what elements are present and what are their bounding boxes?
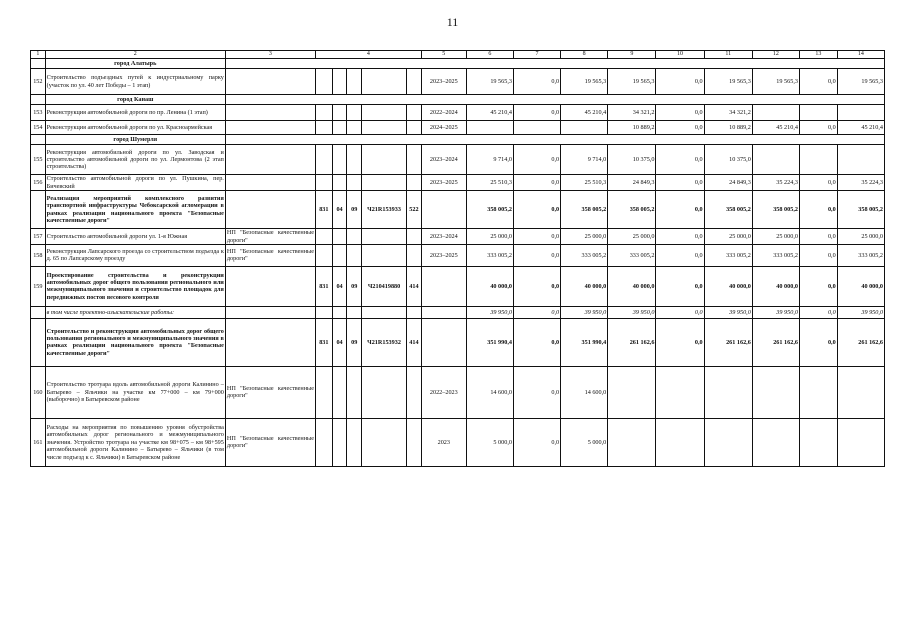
amount-cell: 45 210,4 (752, 121, 799, 135)
budget-code: 04 (332, 266, 347, 306)
amount-cell: 0,0 (513, 229, 560, 245)
budget-code (315, 366, 332, 418)
amount-cell: 45 210,4 (466, 105, 513, 121)
amount-cell: 0,0 (799, 175, 837, 191)
column-number: 14 (837, 51, 884, 59)
amount-cell: 0,0 (513, 418, 560, 466)
amount-cell: 45 210,4 (837, 121, 884, 135)
budget-code (347, 306, 362, 318)
period: 2023–2024 (421, 145, 466, 175)
budget-code (347, 145, 362, 175)
table-row (31, 69, 885, 95)
budget-code (332, 121, 347, 135)
budget-code (332, 244, 347, 266)
row-description: Строительство подъездных путей к индустриальному парку (участок по ул. 40 лет Победы – 1 этап) (45, 69, 225, 95)
amount-cell: 25 510,3 (561, 175, 608, 191)
amount-cell: 14 600,0 (466, 366, 513, 418)
column-number: 9 (608, 51, 656, 59)
amount-cell (704, 418, 752, 466)
amount-cell: 0,0 (656, 175, 704, 191)
period (421, 191, 466, 229)
amount-cell: 0,0 (513, 318, 560, 366)
amount-cell: 40 000,0 (561, 266, 608, 306)
amount-cell: 261 162,6 (752, 318, 799, 366)
table-cell (225, 59, 884, 69)
row-description: Строительство и реконструкция автомобильных дорог общего пользования регионального и межмуниципального значения в рамках реализации национального проекта "Безопасные качественные дороги" (45, 318, 225, 366)
row-number: 152 (31, 69, 46, 95)
budget-code (407, 175, 422, 191)
budget-code (362, 366, 407, 418)
amount-cell: 0,0 (656, 229, 704, 245)
column-number: 11 (704, 51, 752, 59)
amount-cell (837, 145, 884, 175)
amount-cell: 25 000,0 (837, 229, 884, 245)
table-row (31, 318, 885, 366)
row-description: Расходы на мероприятия по повышению уровня обустройства автомобильных дорог регионального и межмуниципального значения. Устройство тротуара на участке км 98+075 – км 98+595 автомобильной дороги Калинино – Батырево – Яльчики (в том числе подъезд к с. Яльчики) в Батыревском районе (45, 418, 225, 466)
row-number: 155 (31, 145, 46, 175)
amount-cell: 261 162,6 (704, 318, 752, 366)
amount-cell: 39 950,0 (561, 306, 608, 318)
column-number: 1 (31, 51, 46, 59)
period (421, 306, 466, 318)
amount-cell (837, 418, 884, 466)
column-number-row (31, 51, 885, 59)
program-label: НП "Безопасные качественные дороги" (226, 229, 314, 244)
amount-cell: 25 000,0 (752, 229, 799, 245)
program-label (225, 175, 315, 191)
amount-cell: 0,0 (799, 244, 837, 266)
program-label (225, 191, 315, 229)
amount-cell: 45 210,4 (561, 105, 608, 121)
amount-cell: 10 375,0 (608, 145, 656, 175)
budget-code (362, 69, 407, 95)
budget-code (362, 105, 407, 121)
row-number (31, 191, 46, 229)
budget-code (362, 175, 407, 191)
budget-code (407, 121, 422, 135)
amount-cell: 9 714,0 (561, 145, 608, 175)
budget-code (362, 121, 407, 135)
amount-cell: 351 990,4 (466, 318, 513, 366)
budget-code (347, 229, 362, 245)
budget-code (315, 105, 332, 121)
table-row (31, 306, 885, 318)
amount-cell: 0,0 (656, 145, 704, 175)
budget-code: 414 (407, 318, 422, 366)
budget-code (332, 145, 347, 175)
amount-cell: 0,0 (799, 121, 837, 135)
amount-cell: 0,0 (656, 244, 704, 266)
row-description: Реконструкция автомобильной дороги по ул. Красноармейская (45, 121, 225, 135)
amount-cell: 0,0 (656, 105, 704, 121)
amount-cell: 39 950,0 (752, 306, 799, 318)
table-cell (225, 95, 884, 105)
budget-code (315, 418, 332, 466)
budget-code (347, 175, 362, 191)
column-number: 12 (752, 51, 799, 59)
program-label (225, 145, 315, 175)
amount-cell: 5 000,0 (561, 418, 608, 466)
column-number: 4 (315, 51, 421, 59)
amount-cell: 10 889,2 (704, 121, 752, 135)
city-name: город Шумерля (45, 135, 225, 145)
amount-cell: 0,0 (656, 266, 704, 306)
table-row (31, 266, 885, 306)
amount-cell: 24 849,3 (704, 175, 752, 191)
amount-cell: 25 000,0 (561, 229, 608, 245)
city-heading-row (31, 135, 885, 145)
amount-cell: 358 005,2 (837, 191, 884, 229)
amount-cell: 261 162,6 (837, 318, 884, 366)
city-name: город Алатырь (45, 59, 225, 69)
budget-code (407, 69, 422, 95)
table-row (31, 418, 885, 466)
amount-cell: 333 005,2 (608, 244, 656, 266)
table-cell (31, 95, 46, 105)
amount-cell: 351 990,4 (561, 318, 608, 366)
amount-cell: 358 005,2 (608, 191, 656, 229)
budget-code (347, 418, 362, 466)
amount-cell: 10 375,0 (704, 145, 752, 175)
amount-cell: 40 000,0 (608, 266, 656, 306)
row-description: Реконструкция Лапсарского проезда со строительством подъезда к д. 65 по Лапсарскому проезду (45, 244, 225, 266)
amount-cell: 10 889,2 (608, 121, 656, 135)
amount-cell: 0,0 (513, 244, 560, 266)
row-description: Строительство автомобильной дороги по ул. Пушкина, пер. Бичевский (46, 175, 224, 190)
amount-cell: 0,0 (656, 69, 704, 95)
amount-cell: 0,0 (799, 191, 837, 229)
amount-cell (837, 105, 884, 121)
amount-cell (704, 366, 752, 418)
budget-code: 522 (407, 191, 422, 229)
row-number: 157 (31, 229, 46, 245)
city-heading-row (31, 59, 885, 69)
row-description: Реконструкция автомобильной дороги по пр. Ленина (1 этап) (45, 105, 225, 121)
amount-cell: 39 950,0 (608, 306, 656, 318)
budget-code (315, 229, 332, 245)
table-row (31, 366, 885, 418)
row-number: 156 (31, 175, 46, 191)
budget-code (347, 366, 362, 418)
budget-code (315, 175, 332, 191)
budget-code (315, 244, 332, 266)
budget-code (407, 418, 422, 466)
table-row (31, 105, 885, 121)
budget-code (407, 366, 422, 418)
row-number (31, 306, 46, 318)
amount-cell (752, 145, 799, 175)
budget-code (362, 244, 407, 266)
table-cell (31, 135, 46, 145)
program-label (225, 266, 315, 306)
amount-cell: 261 162,6 (608, 318, 656, 366)
amount-cell: 39 950,0 (704, 306, 752, 318)
city-name: город Канаш (45, 95, 225, 105)
amount-cell (656, 418, 704, 466)
column-number: 13 (799, 51, 837, 59)
table-row (31, 121, 885, 135)
city-heading-row (31, 95, 885, 105)
budget-code (347, 69, 362, 95)
amount-cell: 39 950,0 (837, 306, 884, 318)
budget-code (332, 306, 347, 318)
budget-code (315, 121, 332, 135)
amount-cell: 34 321,2 (608, 105, 656, 121)
column-number: 7 (513, 51, 560, 59)
period: 2023–2025 (421, 175, 466, 191)
amount-cell (799, 418, 837, 466)
budget-code (362, 418, 407, 466)
budget-table (30, 50, 885, 467)
amount-cell: 14 600,0 (561, 366, 608, 418)
budget-code (407, 105, 422, 121)
budget-code (347, 244, 362, 266)
budget-code (315, 145, 332, 175)
amount-cell: 0,0 (513, 191, 560, 229)
budget-code (407, 229, 422, 245)
row-description: Реализация мероприятий комплексного развития транспортной инфраструктуры Чебоксарской агломерации в рамках реализации национального проекта "Безопасные качественные дороги" (45, 191, 225, 229)
amount-cell: 0,0 (513, 175, 560, 191)
amount-cell: 333 005,2 (752, 244, 799, 266)
amount-cell: 333 005,2 (837, 244, 884, 266)
amount-cell (561, 121, 608, 135)
amount-cell: 35 224,3 (752, 175, 799, 191)
amount-cell (466, 121, 513, 135)
amount-cell: 0,0 (513, 105, 560, 121)
table-cell (225, 135, 884, 145)
row-number: 159 (31, 266, 46, 306)
row-description: Реконструкция автомобильной дороги по ул. Заводская и строительство автомобильной дороги по ул. Лермонтова (2 этап строительства) (45, 145, 225, 175)
budget-code: 09 (347, 266, 362, 306)
amount-cell: 34 321,2 (704, 105, 752, 121)
table-row (31, 229, 885, 245)
budget-code: 04 (332, 318, 347, 366)
budget-code: 414 (407, 266, 422, 306)
amount-cell: 0,0 (656, 318, 704, 366)
amount-cell: 0,0 (656, 121, 704, 135)
amount-cell: 0,0 (656, 191, 704, 229)
program-label (225, 318, 315, 366)
row-description: в том числе проектно-изыскательские работы: (45, 306, 225, 318)
budget-code: 09 (347, 191, 362, 229)
period: 2023–2025 (421, 69, 466, 95)
amount-cell: 39 950,0 (466, 306, 513, 318)
budget-code (332, 69, 347, 95)
amount-cell: 19 565,3 (466, 69, 513, 95)
amount-cell: 5 000,0 (466, 418, 513, 466)
budget-code (315, 69, 332, 95)
program-label (225, 105, 315, 121)
period: 2023–2024 (421, 229, 466, 245)
row-description: Строительство автомобильной дороги ул. 1-я Южная (45, 229, 225, 245)
program-label (225, 69, 315, 95)
amount-cell: 0,0 (799, 266, 837, 306)
amount-cell (608, 366, 656, 418)
table-row (31, 191, 885, 229)
row-description: Проектирование строительства и реконструкции автомобильных дорог общего пользования регионального или межмуниципального значения и строительство площадок для передвижных постов весового контроля (45, 266, 225, 306)
column-number: 6 (466, 51, 513, 59)
period: 2024–2025 (421, 121, 466, 135)
budget-code: 831 (315, 266, 332, 306)
amount-cell: 358 005,2 (466, 191, 513, 229)
amount-cell: 40 000,0 (466, 266, 513, 306)
amount-cell (799, 366, 837, 418)
budget-code (332, 418, 347, 466)
column-number: 3 (225, 51, 315, 59)
amount-cell: 19 565,3 (561, 69, 608, 95)
amount-cell: 19 565,3 (752, 69, 799, 95)
period: 2022–2024 (421, 105, 466, 121)
budget-code: Ч21R153932 (362, 318, 407, 366)
amount-cell: 333 005,2 (466, 244, 513, 266)
period (421, 318, 466, 366)
program-label: НП "Безопасные качественные дороги" (225, 244, 315, 266)
budget-code: Ч210419880 (362, 266, 407, 306)
budget-code: Ч21R153933 (362, 191, 407, 229)
column-number: 8 (561, 51, 608, 59)
row-number (31, 318, 46, 366)
table-row (31, 145, 885, 175)
amount-cell: 35 224,3 (837, 175, 884, 191)
amount-cell: 40 000,0 (752, 266, 799, 306)
page-number: 11 (446, 15, 459, 29)
budget-code (332, 105, 347, 121)
budget-code (347, 121, 362, 135)
amount-cell: 25 000,0 (466, 229, 513, 245)
column-number: 10 (656, 51, 704, 59)
amount-cell (752, 366, 799, 418)
period (421, 266, 466, 306)
amount-cell: 358 005,2 (561, 191, 608, 229)
amount-cell: 0,0 (799, 69, 837, 95)
row-number: 158 (31, 244, 46, 266)
budget-code (315, 306, 332, 318)
amount-cell: 24 849,3 (608, 175, 656, 191)
budget-code (332, 229, 347, 245)
amount-cell: 333 005,2 (704, 244, 752, 266)
amount-cell: 0,0 (513, 69, 560, 95)
budget-code (407, 244, 422, 266)
amount-cell: 0,0 (513, 306, 560, 318)
amount-cell: 0,0 (513, 266, 560, 306)
table-cell (31, 59, 46, 69)
amount-cell: 40 000,0 (704, 266, 752, 306)
budget-code: 04 (332, 191, 347, 229)
amount-cell: 25 510,3 (466, 175, 513, 191)
amount-cell: 19 565,3 (837, 69, 884, 95)
program-label (225, 306, 315, 318)
period: 2023–2025 (421, 244, 466, 266)
row-number: 153 (31, 105, 46, 121)
column-number: 5 (421, 51, 466, 59)
budget-code (407, 145, 422, 175)
budget-code (332, 175, 347, 191)
program-label (225, 121, 315, 135)
budget-code (362, 145, 407, 175)
amount-cell (799, 145, 837, 175)
row-number: 160 (31, 366, 46, 418)
amount-cell (799, 105, 837, 121)
amount-cell (837, 366, 884, 418)
amount-cell: 40 000,0 (837, 266, 884, 306)
budget-code: 831 (315, 191, 332, 229)
amount-cell (752, 418, 799, 466)
budget-code: 831 (315, 318, 332, 366)
row-description: Строительство тротуара вдоль автомобильной дороги Калинино – Батырево – Яльчики на участке км 77+000 – км 79+000 (выборочно) в Батыревском районе (45, 366, 225, 418)
budget-code (407, 306, 422, 318)
budget-code (332, 366, 347, 418)
amount-cell: 0,0 (513, 145, 560, 175)
amount-cell: 19 565,3 (704, 69, 752, 95)
amount-cell: 25 000,0 (608, 229, 656, 245)
amount-cell: 19 565,3 (608, 69, 656, 95)
period: 2022–2023 (421, 366, 466, 418)
table-row (31, 244, 885, 266)
row-number: 161 (31, 418, 46, 466)
amount-cell: 0,0 (799, 306, 837, 318)
amount-cell (608, 418, 656, 466)
amount-cell: 0,0 (513, 366, 560, 418)
table-row (31, 175, 885, 191)
amount-cell: 0,0 (799, 229, 837, 245)
budget-code (362, 229, 407, 245)
period: 2023 (421, 418, 466, 466)
amount-cell (513, 121, 560, 135)
amount-cell: 358 005,2 (752, 191, 799, 229)
amount-cell: 9 714,0 (466, 145, 513, 175)
program-label: НП "Безопасные качественные дороги" (225, 366, 315, 418)
amount-cell (656, 366, 704, 418)
program-label: НП "Безопасные качественные дороги" (225, 418, 315, 466)
budget-code (347, 105, 362, 121)
amount-cell: 0,0 (799, 318, 837, 366)
column-number: 2 (45, 51, 225, 59)
amount-cell: 358 005,2 (704, 191, 752, 229)
budget-code: 09 (347, 318, 362, 366)
row-number: 154 (31, 121, 46, 135)
amount-cell (752, 105, 799, 121)
amount-cell: 0,0 (656, 306, 704, 318)
budget-code (362, 306, 407, 318)
amount-cell: 333 005,2 (561, 244, 608, 266)
amount-cell: 25 000,0 (704, 229, 752, 245)
